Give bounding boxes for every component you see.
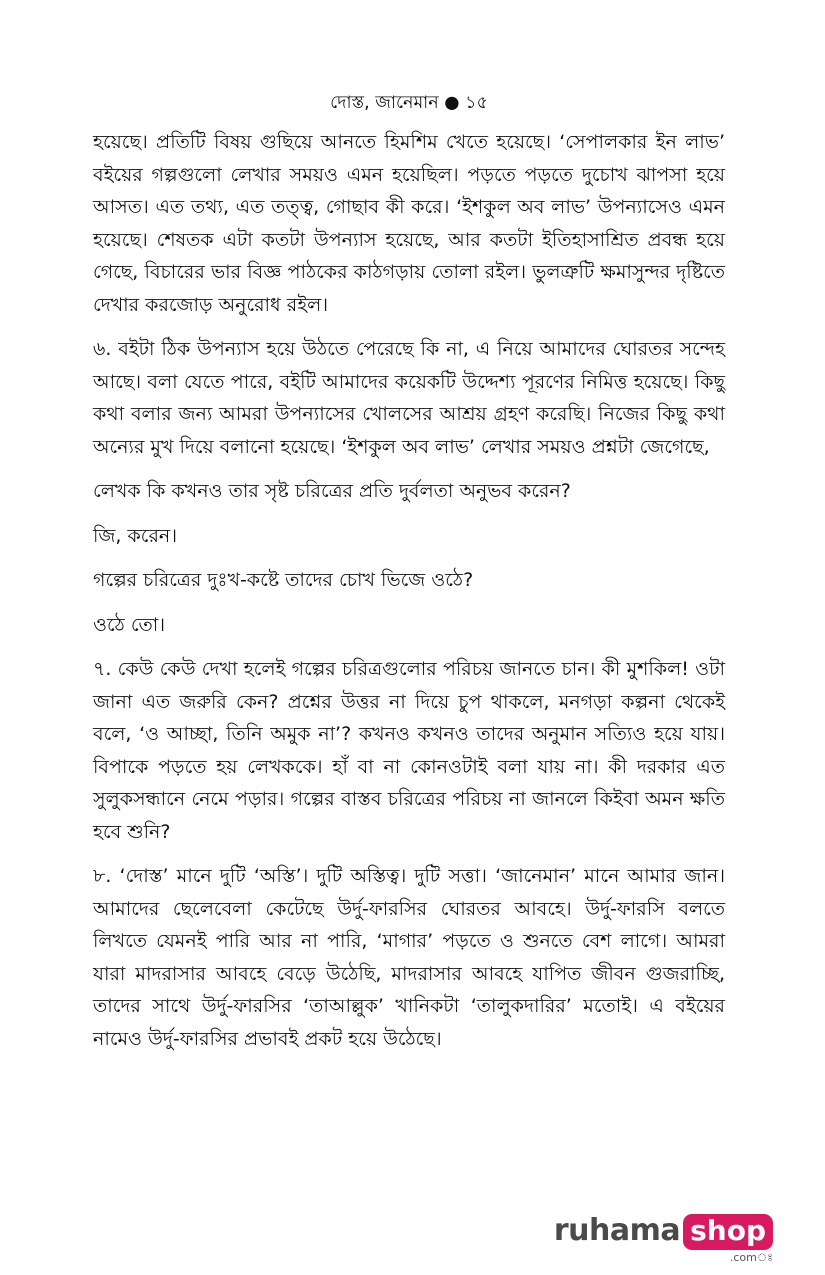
paragraph-point-8: ৮. ‘দোস্ত’ মানে দুটি ‘অস্তি’। দুটি অস্তিত্ব। দুটি সত্তা। ‘জানেমান’ মানে আমার জান। আমাদের ছেলেবেলা কেটেছে উর্দু-ফারসির ঘোরতর আবহে। উর্দু-ফারসি বলতে লিখতে যেমনই পারি আর না পারি, ‘মাগার’ পড়তে ও শুনতে বেশ লাগে। আমরা যারা মাদরাসার আবহে বেড়ে উঠেছি, মাদরাসার আবহে যাপিত জীবন গুজরাচ্ছি, তাদের সাথে উর্দু-ফারসির ‘তাআল্লুক’ খানিকটা ‘তালুকদারির’ মতোই। এ বইয়ের নামেও উর্দু-ফারসির প্রভাবই প্রকট হয়ে উঠেছে। bbox=[93, 865, 725, 1050]
page-header: দোস্ত, জানেমান ● ১৫ bbox=[330, 93, 488, 113]
paragraph-point-7: ৭. কেউ কেউ দেখা হলেই গল্পের চরিত্রগুলোর পরিচয় জানতে চান। কী মুশকিল! ওটা জানা এত জরুরি কেন? প্রশ্নের উত্তর না দিয়ে চুপ থাকলে, মনগড়া কল্পনা থেকেই বলে, ‘ও আচ্ছা, তিনি অমুক না’? কখনও কখনও তাদের অনুমান সত্যিও হয়ে যায়। বিপাকে পড়তে হয় লেখককে। হাঁ বা না কোনওটাই বলা যায় না। কী দরকার এত সুলুকসন্ধানে নেমে পড়ার। গল্পের বাস্তব চরিত্রের পরিচয় না জানলে কিইবা অমন ক্ষতি হবে শুনি? bbox=[93, 658, 725, 843]
ruhamashop-logo bbox=[554, 1214, 773, 1265]
logo-shop-group bbox=[683, 1214, 773, 1265]
dialogue-question-2: গল্পের চরিত্রের দুঃখ-কষ্টে তাদের চোখ ভিজে ওঠে? bbox=[93, 569, 474, 591]
paragraph-continued: হয়েছে। প্রতিটি বিষয় গুছিয়ে আনতে হিমশিম খেতে হয়েছে। ‘সেপালকার ইন লাভ’ বইয়ের গল্পগুলো লেখার সময়ও এমন হয়েছিল। পড়তে পড়তে দুচোখ ঝাপসা হয়ে আসত। এত তথ্য, এত তত্ত্ব, গোছাব কী করে। ‘ইশকুল অব লাভ’ উপন্যাসেও এমন হয়েছে। শেষতক এটা কতটা উপন্যাস হয়েছে, আর কতটা ইতিহাসাশ্রিত প্রবন্ধ হয়ে গেছে, বিচারের ভার বিজ্ঞ পাঠকের কাঠগড়ায় তোলা রইল। ভুলত্রুটি ক্ষমাসুন্দর দৃষ্টিতে দেখার করজোড় অনুরোধ রইল। bbox=[93, 131, 725, 316]
paragraph-point-6: ৬. বইটা ঠিক উপন্যাস হয়ে উঠতে পেরেছে কি না, এ নিয়ে আমাদের ঘোরতর সন্দেহ আছে। বলা যেতে পারে, বইটি আমাদের কয়েকটি উদ্দেশ্য পূরণের নিমিত্ত হয়েছে। কিছু কথা বলার জন্য আমরা উপন্যাসের খোলসের আশ্রয় গ্রহণ করেছি। নিজের কিছু কথা অন্যের মুখ দিয়ে বলানো হয়েছে। ‘ইশকুল অব লাভ’ লেখার সময়ও প্রশ্নটা জেগেছে, bbox=[93, 338, 725, 458]
dialogue-question-1: লেখক কি কখনও তার সৃষ্ট চরিত্রের প্রতি দুর্বলতা অনুভব করেন? bbox=[93, 480, 571, 502]
logo-text-com: .comঃ bbox=[729, 1251, 773, 1264]
logo-text-shop: shop bbox=[683, 1214, 773, 1250]
dialogue-answer-1: জি, করেন। bbox=[93, 524, 178, 547]
book-page bbox=[93, 88, 725, 1067]
dialogue-answer-2: ওঠে তো। bbox=[93, 613, 166, 636]
logo-text-ruhama: ruhama bbox=[553, 1213, 681, 1248]
